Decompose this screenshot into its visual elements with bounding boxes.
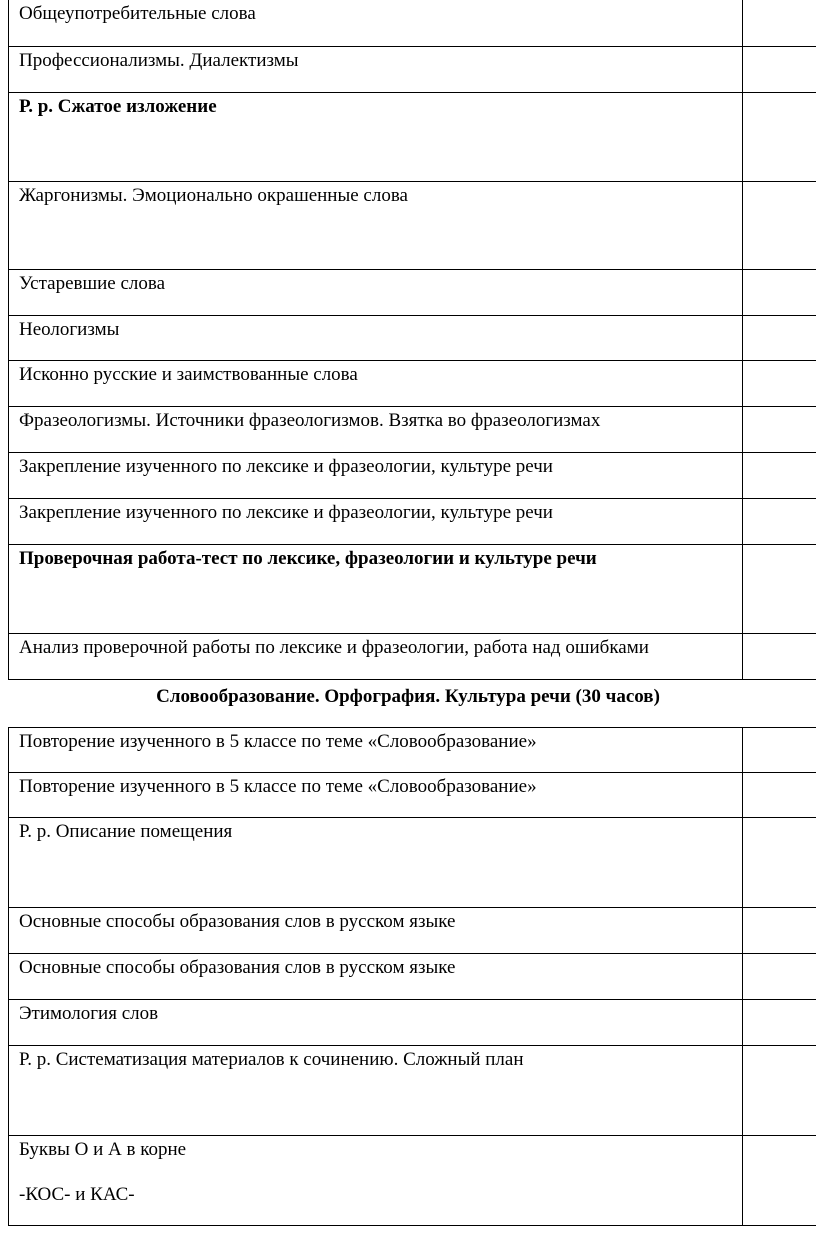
lesson-table-word-formation [8, 727, 816, 1226]
table-row [9, 361, 816, 407]
table-row [9, 954, 816, 1000]
lesson-topic: Жаргонизмы. Эмоционально окрашенные слова [9, 182, 743, 270]
lesson-empty-cell [743, 634, 816, 680]
table-row [9, 908, 816, 954]
table-row [9, 182, 816, 270]
lesson-empty-cell [743, 93, 816, 182]
table-row [9, 545, 816, 634]
table-row [9, 773, 816, 818]
lesson-topic: Этимология слов [9, 1000, 743, 1046]
table-row [9, 0, 816, 47]
table-row [9, 93, 816, 182]
lesson-topic: Закрепление изученного по лексике и фразеологии, культуре речи [9, 453, 743, 499]
lesson-topic: Профессионализмы. Диалектизмы [9, 47, 743, 93]
lesson-topic: Исконно русские и заимствованные слова [9, 361, 743, 407]
table-row [9, 634, 816, 680]
lesson-empty-cell [743, 47, 816, 93]
lesson-empty-cell [743, 182, 816, 270]
section-heading-text: Словообразование. Орфография. Культура речи (30 часов) [156, 686, 660, 707]
lesson-empty-cell [743, 1136, 816, 1226]
lesson-topic: Основные способы образования слов в русском языке [9, 954, 743, 1000]
lesson-topic: Р. р. Описание помещения [9, 818, 743, 908]
lesson-empty-cell [743, 818, 816, 908]
section-heading [0, 683, 816, 727]
lesson-empty-cell [743, 545, 816, 634]
table-row [9, 1136, 816, 1226]
lesson-topic: Основные способы образования слов в русском языке [9, 908, 743, 954]
lesson-empty-cell [743, 954, 816, 1000]
lesson-empty-cell [743, 1046, 816, 1136]
lesson-topic: Общеупотребительные слова [9, 0, 743, 47]
lesson-empty-cell [743, 0, 816, 47]
table-row [9, 270, 816, 316]
table-row [9, 818, 816, 908]
table-row [9, 316, 816, 361]
lesson-empty-cell [743, 728, 816, 773]
lesson-empty-cell [743, 908, 816, 954]
lesson-empty-cell [743, 407, 816, 453]
lesson-table-lexicon [8, 0, 816, 680]
table-row [9, 453, 816, 499]
lesson-topic: Анализ проверочной работы по лексике и фразеологии, работа над ошибками [9, 634, 743, 680]
lesson-empty-cell [743, 1000, 816, 1046]
lesson-topic: Закрепление изученного по лексике и фразеологии, культуре речи [9, 499, 743, 545]
lesson-topic: Устаревшие слова [9, 270, 743, 316]
lesson-empty-cell [743, 316, 816, 361]
lesson-topic: Проверочная работа-тест по лексике, фразеологии и культуре речи [9, 545, 743, 634]
lesson-topic: Р. р. Сжатое изложение [9, 93, 743, 182]
lesson-empty-cell [743, 270, 816, 316]
lesson-empty-cell [743, 499, 816, 545]
lesson-empty-cell [743, 361, 816, 407]
table-row [9, 1000, 816, 1046]
table-row [9, 407, 816, 453]
lesson-empty-cell [743, 773, 816, 818]
table-row [9, 47, 816, 93]
lesson-empty-cell [743, 453, 816, 499]
lesson-topic: Неологизмы [9, 316, 743, 361]
lesson-topic-line-2: -КОС- и КАС- [19, 1184, 135, 1205]
table-row [9, 499, 816, 545]
lesson-topic: Р. р. Систематизация материалов к сочинению. Сложный план [9, 1046, 743, 1136]
lesson-topic: Повторение изученного в 5 классе по теме «Словообразование» [9, 773, 743, 818]
lesson-topic-line-1: Буквы О и А в корне [19, 1139, 187, 1160]
lesson-topic: Повторение изученного в 5 классе по теме «Словообразование» [9, 728, 743, 773]
lesson-topic: Фразеологизмы. Источники фразеологизмов. Взятка во фразеологизмах [9, 407, 743, 453]
lesson-topic-multiline [9, 1136, 743, 1226]
table-row [9, 1046, 816, 1136]
table-row [9, 728, 816, 773]
